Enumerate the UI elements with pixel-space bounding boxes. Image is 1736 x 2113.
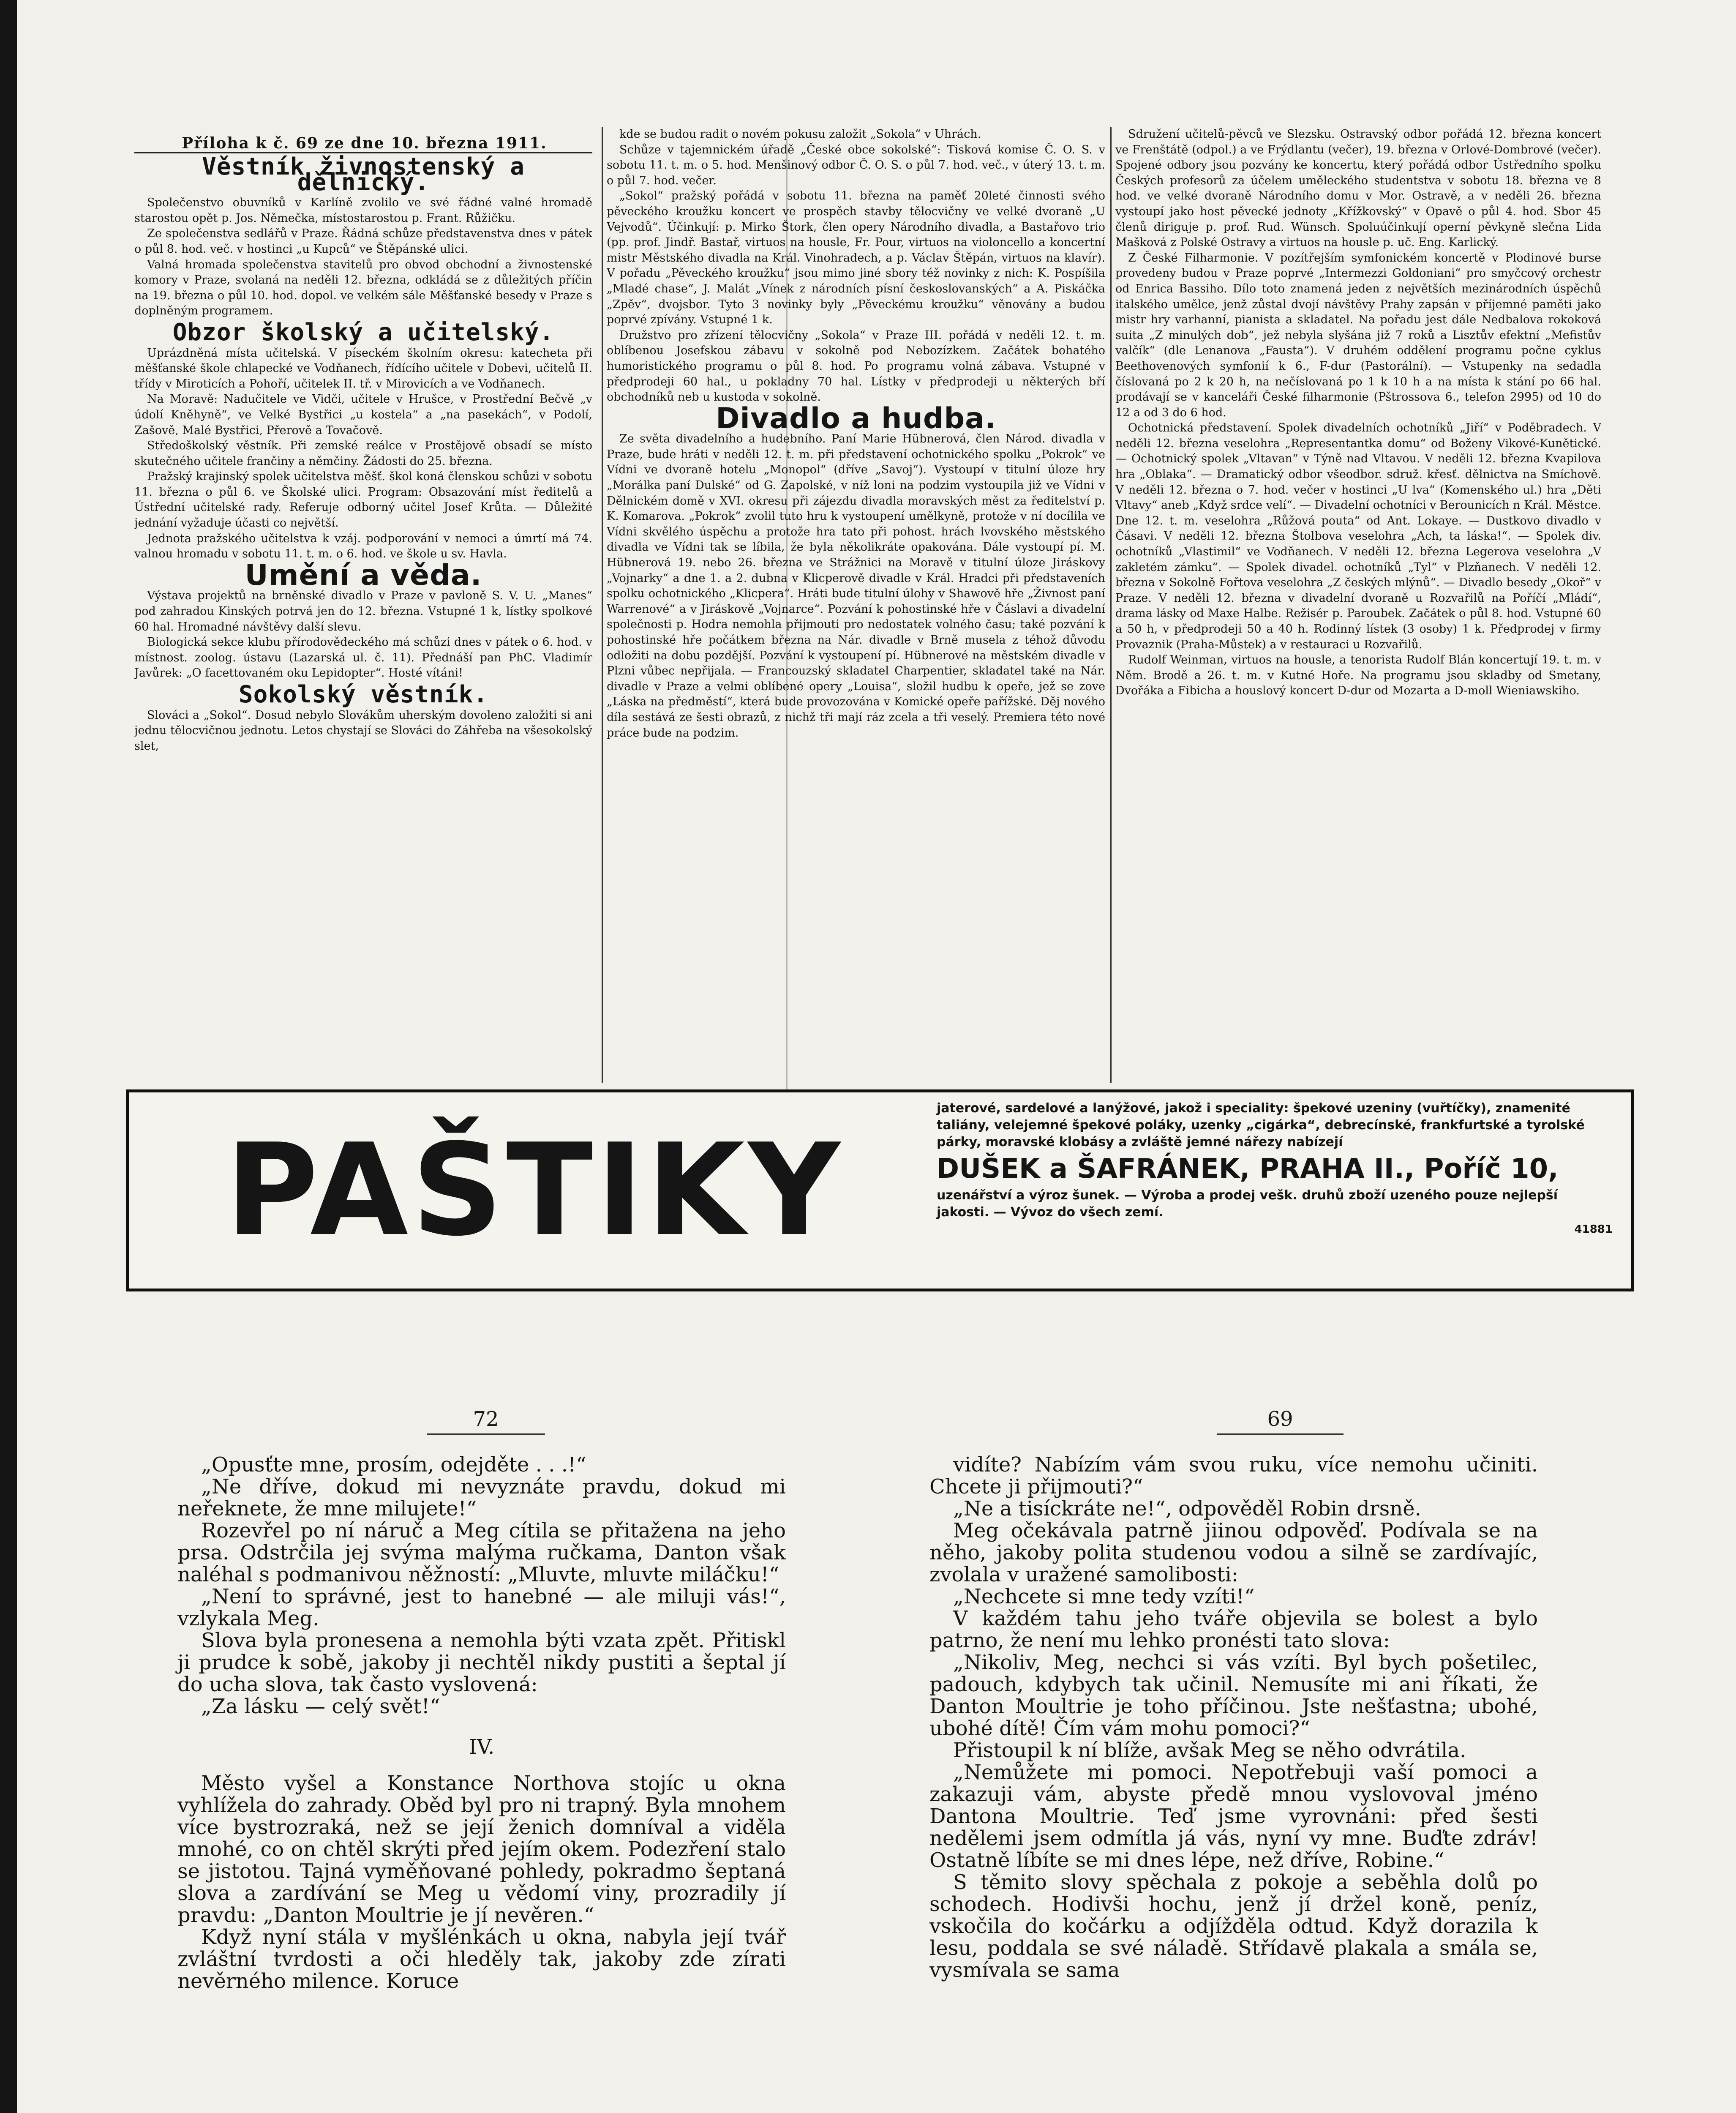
page-rule [1217, 1433, 1344, 1435]
book-paragraph: „Opusťte mne, prosím, odejděte . . .!“ [201, 1453, 586, 1477]
news-item: Uprázdněná místa učitelská. V píseckém školním okresu: katecheta při měšťanské škole chlapecké ve Vodňanech, řídícího učitele v Dobevi, učitelů II. třídy v Miroticích a Pohoří, učitelek II. tř. v Mirovicích a ve Vodňanech. [134, 346, 592, 390]
book-paragraph: Město vyšel a Konstance Northova stojíc u okna vyhlížela do zahrady. Oběd byl pro ni trapný. Byla mnohem více bystrozraká, než se její ženich domníval a viděla mnohé, co on chtěl skrýti před jejím okem. Podezření stalo se jistotou. Tajná vyměňované pohledy, pokradmo šeptaná slova a zardívání se Meg u vědomí viny, prozradily jí pravdu: „Danton Moultrie je jí nevěren.“ [177, 1772, 786, 1927]
news-item: Na Moravě: Nadučitele ve Vidči, učitele v Hrušce, v Prostřední Bečvě „v údolí Kněhyně“, ve Velké Bystřici „u kostela“ a „na pasekách“, v Podolí, Zašově, Malé Bystřici, Přerově a Tovačově. [134, 393, 592, 437]
news-column-1 [134, 152, 592, 1082]
news-item: Schůze v tajemnickém úřadě „České obce sokolské“: Tisková komise Č. O. S. v sobotu 11. t. m. o 5. hod. Menšinový odbor Č. O. S. o půl 7. hod. več., v úterý 13. t. m. o půl 7. hod. večer. [607, 143, 1105, 187]
book-paragraph: Přistoupil k ní blíže, avšak Meg se něho odvrátila. [953, 1739, 1466, 1762]
book-paragraph: V každém tahu jeho tváře objevila se bolest a bylo patrno, že není mu lehko pronésti tato slova: [929, 1607, 1538, 1652]
chapter-heading: IV. [469, 1735, 495, 1759]
news-item: Ochotnická představení. Spolek divadelních ochotníků „Jiří“ v Poděbradech. V neděli 12. března veselohra „Representantka domu“ od Boženy Vikové-Kunětické. — Ochotnický spolek „Vltavan“ v Týně nad Vltavou. V neděli 12. března Kvapilova hra „Oblaka“. — Dramatický odbor všeodbor. sdruž. křesť. dělnictva na Smíchově. V neděli 12. března o 7. hod. večer v hostinci „U lva“ (Komenského ul.) hra „Děti Vltavy“ aneb „Když srdce velí“. — Divadelní ochotníci v Berounicích n Král. Městce. Dne 12. t. m. veselohra „Růžová pouta“ od Ant. Lokaye. — Dustkovo divadlo v Čásavi. V neděli 12. března Štolbova veselohra „Ach, ta láska!“. — Spolek div. ochotníků „Vlastimil“ ve Vodňanech. V neděli 12. března Legerova veselohra „V zakletém zámku“. — Spolek divadel. ochotníků „Tyl“ v Plzňanech. V neděli 12. března v Sokolně Fořtova veselohra „Z českých mlýnů“. — Divadlo besedy „Okoř“ v Praze. V neděli 12. března v divadelní dvoraně u Rozvařilů na Poříčí „Mládí“, drama lásky od Maxe Halbe. Režisér p. Paroubek. Začátek o půl 8. hod. Vstupné 60 a 50 h, v předprodeji 50 a 40 h. Rodinný lístek (3 osoby) 1 k. Předprodej v firmy Provaznik (Praha-Můstek) a v restauraci u Rozvařilů. [1115, 421, 1601, 651]
book-paragraph: „Nemůžete mi pomoci. Nepotřebuji vaší pomoci a zakazuji vám, abyste předě mnou vyslovoval jméno Dantona Moultrie. Teď jsme vyrovnáni: před šesti nedělemi jsem odmítla já vás, nyní vy mne. Buďte zdráv! Ostatně líbíte se mi dnes lépe, než dříve, Robine.“ [929, 1761, 1538, 1872]
section-heading: Divadlo a hudba. [716, 401, 996, 435]
right-book-page [929, 1454, 1538, 2113]
advertisement-box [126, 1089, 1634, 1291]
news-item: Sdružení učitelů-pěvců ve Slezsku. Ostravský odbor pořádá 12. března koncert ve Frenštátě (odpol.) a ve Frýdlantu (večer), 19. března v Orlové-Dombrové (večer). Spojené odbory jsou pozvány ke koncertu, který pořádá odbor Ústředního spolku Českých profesorů za účelem uměleckého studentstva v sobotu 18. března ve 8 hod. ve velké dvoraně Národního domu v Mor. Ostravě, a v neděli 26. března vystoupí jako host pěvecké jednoty „Křížkovský“ v Opavě o půl 4. hod. Sbor 45 členů diriguje p. prof. Rud. Wünsch. Spoluúčinkují operní pěvkyně slečna Lida Mašková z Polské Ostravy a virtuos na housle p. uč. Eng. Karlický. [1115, 128, 1601, 249]
book-paragraph: „Není to správné, jest to hanebné — ale miluji vás!“, vzlykala Meg. [177, 1585, 786, 1630]
book-paragraph: S těmito slovy spěchala z pokoje a seběhla dolů po schodech. Hodivši hochu, jenž jí držel koně, peníz, vskočila do kočárku a odjížděla odtud. Když dorazila k lesu, poddala se své náladě. Střídavě plakala a smála se, vysmívala se sama [929, 1870, 1538, 1982]
news-item: Ze světa divadelního a hudebního. Paní Marie Hübnerová, člen Národ. divadla v Praze, bude hráti v neděli 12. t. m. při představení ochotnického spolku „Pokrok“ ve Vídni ve dvoraně hotelu „Monopol“ (dříve „Savoj“). Vystoupí v titulní úloze hry „Morálka paní Dulské“ od G. Zapolské, v níž loni na podzim vystoupila již ve Vídni v Dělnickém domě v XVI. okresu při zájezdu divadla moravských měst za ředitelství p. K. Komarova. „Pokrok“ zvolil tuto hru k vystoupení umělkyně, protože v ní docílila ve Vídni skvělého úspěchu a protože hra tato při pohost. hrách lvovského městského divadla ve Vídni tak se líbila, že byla několikráte opakována. Dále vystoupí pí. M. Hübnerová 19. nebo 26. března ve Strážnici na Moravě v titulní úloze Jiráskovy „Vojnarky“ a dne 1. a 2. dubna v Klicperově divadle v Král. Hradci při představeních spolku ochotnického „Klicpera“. Hráti bude titulní úlohy v Shawově hře „Živnost paní Warrenové“ a v Jiráskově „Vojnarce“. Pozvání k pohostinské hře v Čáslavi a divadelní společnosti p. Hodra nemohla přijmouti pro nedostatek volného času; také pozvání k pohostinské hře počátkem března na Nár. divadle v Brně musela z téhož důvodu odložiti na dobu pozdější. Pozvání k vystoupení pí. Hübnerové na městském divadle v Plzni vůbec nepřijala. — Francouzský skladatel Charpentier, skladatel také na Nár. divadle v Praze a velmi oblíbené opery „Louisa“, složil hudbu k opeře, jež se zove „Láska na předměstí“, která bude provozována v Komické opeře pařížské. Děj nového díla sestává ze šesti obrazů, z nichž tři mají ráz zcela a tři veselý. Premiera této nové práce bude na podzim. [607, 432, 1105, 740]
left-book-page [177, 1454, 786, 2113]
news-item: Biologická sekce klubu přírodovědeckého má schůzi dnes v pátek o 6. hod. v místnost. zoolog. ústavu (Lazarská ul. č. 11). Přednáší pan PhC. Vladimír Javůrek: „O facettovaném oku Lepidopter“. Hosté vítáni! [134, 636, 592, 680]
book-paragraph: vidíte? Nabízím vám svou ruku, více nemohu učiniti. Chcete ji přijmouti?“ [929, 1453, 1538, 1499]
book-paragraph: Rozevřel po ní náruč a Meg cítila se přitažena na jeho prsa. Odstrčila jej svýma malýma ručkama, Danton však naléhal s podmanivou něžností: „Mluvte, mluvte miláčku!“ [177, 1519, 786, 1586]
news-item: Ze společenstva sedlářů v Praze. Řádná schůze představenstva dnes v pátek o půl 8. hod. več. v hostinci „u Kupců“ ve Štěpánské ulici. [134, 227, 592, 256]
section-heading: Umění a věda. [245, 558, 482, 592]
news-column-2 [607, 127, 1105, 1083]
ad-code: 41881 [1574, 1223, 1613, 1236]
news-item: „Sokol“ pražský pořádá v sobotu 11. března na paměť 20leté činnosti svého pěveckého kroužku koncert ve prospěch stavby tělocvičny ve velké dvoraně „U Vejvodů“. Účinkují: p. Mirko Štork, člen opery Národního divadla, a Bastařovo trio (pp. prof. Jindř. Bastař, virtuos na housle, Fr. Pour, virtuos na violoncello a koncertní mistr Městského divadla na Král. Vinohradech, a p. Václav Štěpán, virtuos na klavír). V pořadu „Pěveckého kroužku“ jsou mimo jiné sbory též novinky z nich: K. Pospíšila „Mladé chase“, J. Malát „Vínek z národních písní českoslovanských“ a A. Piskáčka „Zpěv“, dvojsbor. Tyto 3 novinky byly „Pěveckému kroužku“ věnovány a budou poprvé zpívány. Vstupné 1 k. [607, 189, 1105, 327]
right-page-number: 69 [1267, 1407, 1293, 1431]
book-paragraph: „Ne dříve, dokud mi nevyznáte pravdu, dokud mi neřeknete, že mne milujete!“ [177, 1475, 786, 1521]
news-item: Slováci a „Sokol“. Dosud nebylo Slovákům uherským dovoleno založiti si ani jednu tělocvičnou jednotu. Letos chystají se Slováci do Záhřeba na všesokolský slet, [134, 708, 592, 753]
book-paragraph: „Za lásku — celý svět!“ [201, 1695, 440, 1718]
news-column-3 [1115, 127, 1601, 1083]
ad-body [937, 1100, 1613, 1238]
news-item: Družstvo pro zřízení tělocvičny „Sokola“ v Praze III. pořádá v neděli 12. t. m. oblíbenou Josefskou zábavu v sokolně pod Nebozízkem. Začátek bohatého humoristického programu o půl 8. hod. Po programu volná zábava. Vstupné v předprodeji 60 hal., u pokladny 70 hal. Lístky v předprodeji u některých bří obchodníků neb u kustoda v sokolně. [607, 328, 1105, 404]
column-divider [602, 127, 603, 1083]
section-heading: Sokolský věstník. [238, 681, 488, 708]
news-item: kde se budou radit o novém pokusu založit „Sokola“ v Uhrách. [619, 128, 981, 141]
news-item: Výstava projektů na brněnské divadlo v Praze v pavloně S. V. U. „Manes“ pod zahradou Kinských potrvá jen do 12. března. Vstupné 1 k, lístky spolkové 60 hal. Hromadné návštěvy další slevu. [134, 589, 592, 633]
news-item: Rudolf Weinman, virtuos na housle, a tenorista Rudolf Blán koncertují 19. t. m. v Něm. Brodě a 26. t. m. v Kutné Hoře. Na programu jsou skladby od Smetany, Dvořáka a Fibicha a houslový koncert D-dur od Mozarta a D-moll Wieniawskiho. [1115, 653, 1601, 698]
book-paragraph: Meg očekávala patrně jiinou odpověď. Podívala se na něho, jakoby polita studenou vodou a silně se zardívajíc, zvolala v uražené samolibosti: [929, 1519, 1538, 1586]
ad-firm-name: DUŠEK a ŠAFRÁNEK, PRAHA II., Poříč 10, [937, 1153, 1559, 1185]
section-heading: Věstník živnostenský a dělnický. [202, 153, 525, 196]
section-heading: Obzor školský a učitelský. [172, 318, 554, 346]
news-item: Společenstvo obuvníků v Karlíně zvolilo ve své řádné valné hromadě starostou opět p. Jos. Němečka, místostarostou p. Frant. Růžičku. [134, 196, 592, 225]
ad-products: jaterové, sardelové a lanýžové, jakož i speciality: špekové uzeniny (vuřtíčky), znamenité taliány, velejemné špekové poláky, uzenky „cigárka“, debrecínské, frankfurtské a tyrolské párky, moravské klobásy a zvláště jemné nářezy nabízejí [937, 1101, 1585, 1149]
ad-services: uzenářství a výroz šunek. — Výroba a prodej vešk. druhů zboží uzeného pouze nejlepší jakosti. — Vývoz do všech zemí. [937, 1188, 1558, 1220]
news-item: Středoškolský věstník. Při zemské reálce v Prostějově obsadí se místo skutečného učitele frančiny a němčiny. Žádosti do 25. března. [134, 439, 592, 468]
book-paragraph: „Nikoliv, Meg, nechci si vás vzíti. Byl bych pošetilec, padouch, kdybych tak učinil. Nemusíte mi ani říkati, že Danton Moultrie je toho příčinou. Jste nešťastna; ubohé, ubohé dítě! Čím vám mohu pomoci?“ [929, 1651, 1538, 1740]
book-paragraph: Slova byla pronesena a nemohla býti vzata zpět. Přitiskl ji prudce k sobě, jakoby ji nechtěl nikdy pustiti a šeptal jí do ucha slova, tak často vyslovená: [177, 1629, 786, 1696]
ad-headline: PAŠTIKY [225, 1117, 844, 1264]
left-page-number: 72 [473, 1407, 499, 1431]
news-item: Z České Filharmonie. V pozítřejším symfonickém koncertě v Plodinové burse provedeny budou v Praze poprvé „Intermezzi Goldoniani“ pro smyčcový orchestr od Enrica Bassiho. Dílo toto znamená jeden z největších mezinárodních úspěchů italského umělce, jenž zůstal dvojí návštěvy Prahy zapsán v příjemné paměti jako mistr hry varhanní, pianista a skladatel. Na pořadu jest dále Nedbalova rokoková suita „Z minulých dob“, jež nebyla slyšána již 7 roků a Lisztův efektní „Mefistův valčík“ (dle Lenanova „Fausta“). V druhém oddělení programu počne cyklus Beethovenových symfonií k 6., F-dur (Pastorální). — Vstupenky na sedadla číslovaná po 2 k 20 h, na nečíslovaná po 1 k 10 h a na místa k stání po 66 hal. prodávají se v kanceláři České filharmonie (Pštrossova 6., telefon 2995) od 10 do 12 a od 3 do 6 hod. [1115, 251, 1601, 419]
news-item: Valná hromada společenstva stavitelů pro obvod obchodní a živnostenské komory v Praze, svolaná na neděli 12. března, odkládá se z důležitých příčin na 19. března o půl 10. hod. dopol. ve velkém sále Měšťanské besedy v Praze s doplněným programem. [134, 258, 592, 318]
news-item: Pražský krajinský spolek učitelstva měšť. škol koná členskou schůzi v sobotu 11. března o půl 6. ve Školské ulici. Program: Obsazování míst ředitelů a Ústřední učitelské rady. Referuje odborný učitel Josef Krůta. — Důležité jednání vyžaduje účasti co největší. [134, 470, 592, 530]
page-rule [427, 1433, 545, 1435]
book-paragraph: „Ne a tisíckráte ne!“, odpověděl Robin drsně. [953, 1497, 1421, 1521]
news-item: Jednota pražského učitelstva k vzáj. podporování v nemoci a úmrtí má 74. valnou hromadu v sobotu 11. t. m. o 6. hod. ve škole u sv. Havla. [134, 532, 592, 561]
left-scan-margin [0, 0, 17, 2113]
running-head: Příloha k č. 69 ze dne 10. března 1911. [182, 134, 547, 152]
book-paragraph: „Nechcete si mne tedy vzíti!“ [953, 1585, 1255, 1608]
column-divider [1110, 127, 1112, 1083]
book-paragraph: Když nyní stála v myšlénkách u okna, nabyla její tvář zvláštní tvrdosti a oči hleděly tak, jakoby zde zírati nevěrného milence. Koruce [177, 1925, 786, 1993]
